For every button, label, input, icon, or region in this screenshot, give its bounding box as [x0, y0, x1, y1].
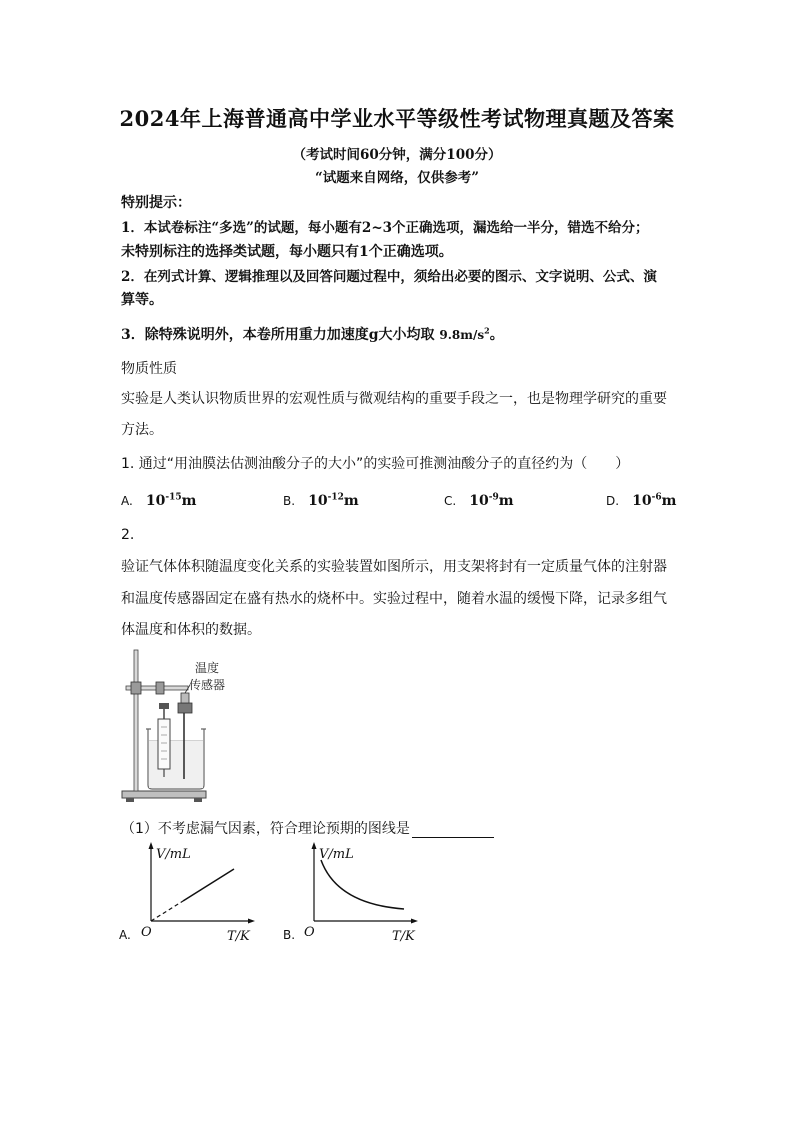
- source-note: “试题来自网络，仅供参考”: [314, 170, 480, 186]
- y-axis-label: V/mL: [319, 847, 354, 862]
- option-unit: m: [498, 493, 514, 509]
- option-base: 10: [632, 493, 652, 509]
- data-line: [183, 869, 234, 901]
- question-2-number: 2.: [121, 527, 135, 543]
- notice-line-5-text: 3．除特殊说明外，本卷所用重力加速度g大小均取: [121, 327, 435, 343]
- option-letter: C.: [444, 494, 457, 508]
- answer-blank[interactable]: [412, 823, 494, 838]
- sub-question-1-text: （1）不考虑漏气因素，符合理论预期的图线是: [121, 821, 410, 837]
- page-title: 2024年上海普通高中学业水平等级性考试物理真题及答案: [119, 106, 675, 131]
- q1-option-b[interactable]: [283, 490, 359, 509]
- q1-option-c[interactable]: [444, 490, 514, 509]
- graph-a-letter[interactable]: A.: [119, 928, 131, 942]
- extrapolation-line: [151, 901, 183, 921]
- option-exp: -6: [651, 492, 662, 503]
- gravity-exponent: 2: [484, 325, 490, 336]
- question-1-stem: 1. 通过“用油膜法估测油酸分子的大小”的实验可推测油酸分子的直径约为（ ）: [121, 456, 630, 472]
- stand-rod: [134, 650, 138, 791]
- question-2-text-3: 体温度和体积的数据。: [121, 622, 261, 638]
- notice-line-1: 1．本试卷标注“多选”的试题，每小题有2~3个正确选项，漏选给一半分，错选不给分；: [121, 220, 649, 236]
- decay-curve: [321, 860, 404, 909]
- q1-option-a[interactable]: [121, 490, 196, 509]
- option-base: 10: [308, 493, 328, 509]
- sensor-head: [178, 703, 192, 713]
- notice-line-5-end: 。: [489, 327, 504, 343]
- sensor-label-line-1: 温度: [195, 661, 220, 675]
- x-axis-label: T/K: [227, 929, 250, 944]
- x-axis-arrow: [411, 919, 418, 924]
- option-exp: -15: [165, 492, 182, 503]
- option-unit: m: [181, 493, 197, 509]
- clamp-boss: [156, 682, 164, 694]
- q1-option-d[interactable]: [606, 490, 676, 509]
- notice-heading: 特别提示：: [121, 195, 191, 211]
- notice-line-2: 未特别标注的选择类试题，每小题只有1个正确选项。: [121, 244, 453, 260]
- sensor-label-line-2: 传感器: [189, 678, 226, 692]
- option-exp: -9: [488, 492, 499, 503]
- clamp-boss: [131, 682, 141, 694]
- graph-a[interactable]: [136, 838, 261, 946]
- option-base: 10: [145, 493, 166, 509]
- origin-label: O: [304, 925, 315, 940]
- option-base: 10: [469, 493, 489, 509]
- exam-time-note: （考试时间60分钟，满分100分）: [292, 147, 502, 163]
- section-heading: 物质性质: [121, 361, 177, 377]
- syringe-plunger-head: [159, 703, 169, 709]
- notice-line-5: [121, 324, 504, 344]
- notice-line-3: 2．在列式计算、逻辑推理以及回答问题过程中，须给出必要的图示、文字说明、公式、演: [121, 269, 657, 285]
- hot-water: [149, 741, 203, 788]
- stand-foot: [194, 798, 202, 802]
- option-letter: D.: [606, 494, 620, 508]
- origin-label: O: [141, 925, 152, 940]
- section-intro-2: 方法。: [121, 422, 163, 438]
- y-axis-arrow: [149, 842, 154, 849]
- option-letter: B.: [283, 494, 296, 508]
- syringe-barrel: [158, 719, 170, 769]
- question-2-text-2: 和温度传感器固定在盛有热水的烧杯中。实验过程中，随着水温的缓慢下降，记录多组气: [121, 591, 667, 607]
- question-2-text-1: 验证气体体积随温度变化关系的实验装置如图所示，用支架将封有一定质量气体的注射器: [121, 559, 667, 575]
- x-axis-arrow: [248, 919, 255, 924]
- stand-base: [122, 791, 206, 798]
- option-exp: -12: [327, 492, 344, 503]
- y-axis-label: V/mL: [156, 847, 191, 862]
- stand-foot: [126, 798, 134, 802]
- option-letter: A.: [121, 494, 133, 508]
- apparatus-figure: [118, 645, 238, 805]
- notice-line-4: 算等。: [121, 292, 163, 308]
- graph-b-letter[interactable]: B.: [283, 928, 296, 942]
- option-unit: m: [661, 493, 677, 509]
- y-axis-arrow: [312, 842, 317, 849]
- section-intro-1: 实验是人类认识物质世界的宏观性质与微观结构的重要手段之一，也是物理学研究的重要: [121, 391, 667, 407]
- graph-b[interactable]: [299, 838, 424, 946]
- sensor-cap: [181, 693, 189, 703]
- gravity-value: 9.8m/s: [439, 328, 485, 342]
- sub-question-1: [121, 818, 494, 838]
- x-axis-label: T/K: [392, 929, 415, 944]
- option-unit: m: [343, 493, 359, 509]
